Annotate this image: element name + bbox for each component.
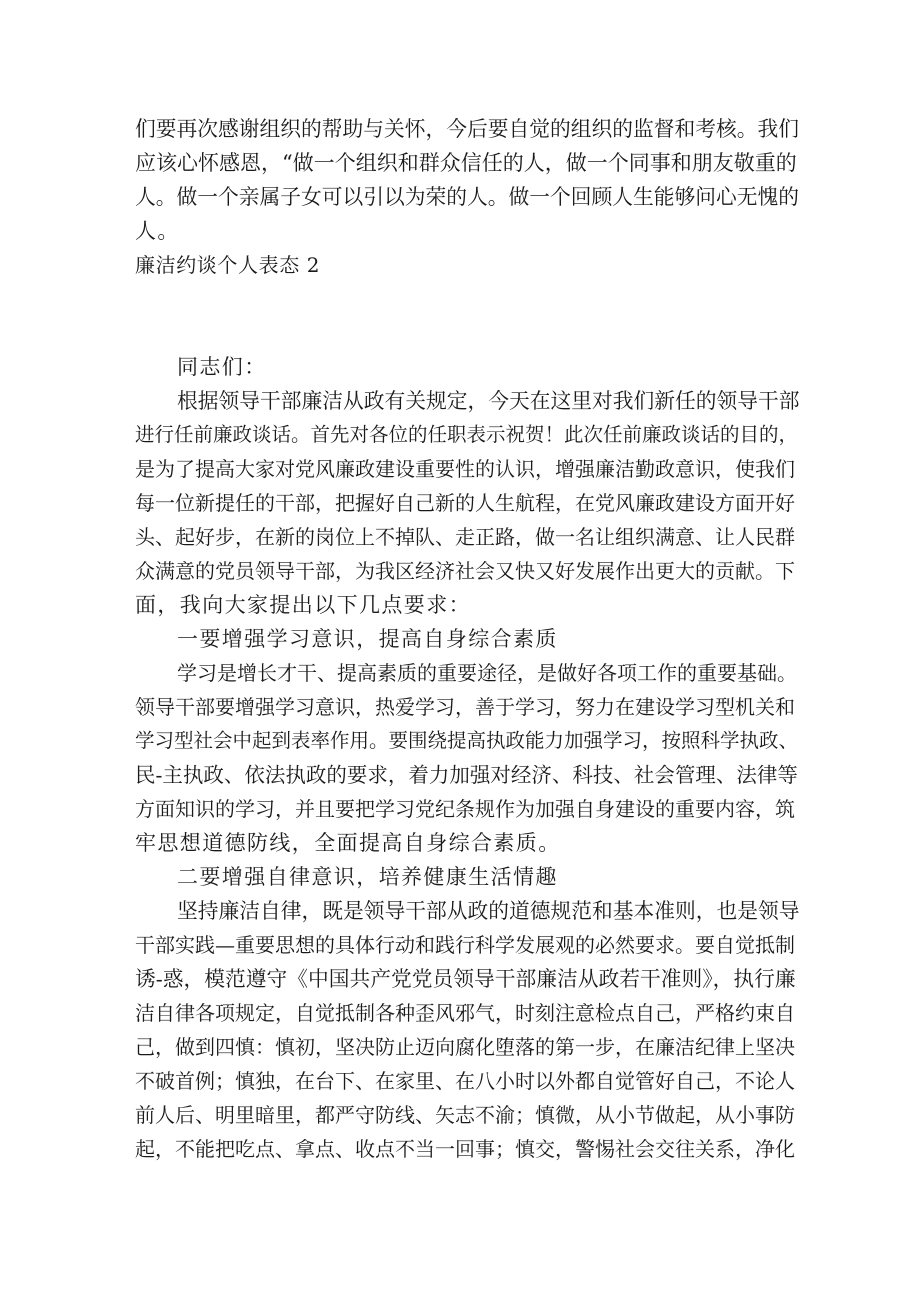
paragraph-line: 牢思想道德防线，全面提高自身综合素质。	[135, 831, 561, 855]
intro-line: 应该心怀感恩，“做一个组织和群众信任的人，做一个同事和朋友敬重的	[135, 151, 797, 175]
paragraph-line: 头、起好步，在新的岗位上不掉队、走正路，做一名让组织满意、让人民群	[135, 525, 795, 549]
paragraph-line: 坚持廉洁自律，既是领导干部从政的道德规范和基本准则，也是领导	[177, 899, 800, 923]
paragraph-line: 不破首例；慎独，在台下、在家里、在八小时以外都自觉管好自己，不论人	[135, 1069, 795, 1093]
subheading-1: 一要增强学习意识，提高自身综合素质	[177, 627, 558, 651]
paragraph-line: 面，我向大家提出以下几点要求：	[135, 593, 471, 617]
paragraph-line: 是为了提高大家对党风廉政建设重要性的认识，增强廉洁勤政意识，使我们	[135, 457, 795, 481]
paragraph-line: 学习型社会中起到表率作用。要围绕提高执政能力加强学习，按照科学执政、	[135, 729, 799, 752]
paragraph-line: 每一位新提任的干部，把握好自己新的人生航程，在党风廉政建设方面开好	[135, 491, 795, 515]
paragraph-line: 己，做到四慎：慎初，坚决防止迈向腐化堕落的第一步，在廉洁纪律上坚决	[135, 1035, 795, 1059]
paragraph-line: 干部实践—重要思想的具体行动和践行科学发展观的必然要求。要自觉抵制	[135, 933, 795, 957]
paragraph-line: 学习是增长才干、提高素质的重要途径，是做好各项工作的重要基础。	[177, 661, 797, 685]
paragraph-line: 起，不能把吃点、拿点、收点不当一回事；慎交，警惕社会交往关系，净化	[135, 1137, 795, 1161]
paragraph-line: 根据领导干部廉洁从政有关规定，今天在这里对我们新任的领导干部	[177, 389, 800, 413]
section-title: 廉洁约谈个人表态 2	[135, 253, 321, 277]
intro-line: 人。	[135, 219, 180, 243]
paragraph-line: 前人后、明里暗里，都严守防线、矢志不渝；慎微，从小节做起，从小事防	[135, 1103, 795, 1127]
paragraph-line: 民-主执政、依法执政的要求，着力加强对经济、科技、社会管理、法律等	[135, 763, 798, 787]
salutation: 同志们：	[177, 355, 267, 379]
intro-line: 人。做一个亲属子女可以引以为荣的人。做一个回顾人生能够问心无愧的	[135, 185, 800, 209]
paragraph-line: 进行任前廉政谈话。首先对各位的任职表示祝贺！此次任前廉政谈话的目的，	[135, 423, 799, 446]
paragraph-line: 方面知识的学习，并且要把学习党纪条规作为加强自身建设的重要内容，筑	[135, 797, 795, 821]
paragraph-line: 洁自律各项规定，自觉抵制各种歪风邪气，时刻注意检点自己，严格约束自	[135, 1001, 795, 1025]
intro-line: 们要再次感谢组织的帮助与关怀，今后要自觉的组织的监督和考核。我们	[135, 117, 800, 141]
paragraph-line: 诱-惑，模范遵守《中国共产党党员领导干部廉洁从政若干准则》，执行廉	[135, 967, 796, 991]
subheading-2: 二要增强自律意识，培养健康生活情趣	[177, 865, 558, 889]
paragraph-line: 众满意的党员领导干部，为我区经济社会又快又好发展作出更大的贡献。下	[135, 559, 795, 583]
paragraph-line: 领导干部要增强学习意识，热爱学习，善于学习，努力在建设学习型机关和	[135, 695, 795, 719]
